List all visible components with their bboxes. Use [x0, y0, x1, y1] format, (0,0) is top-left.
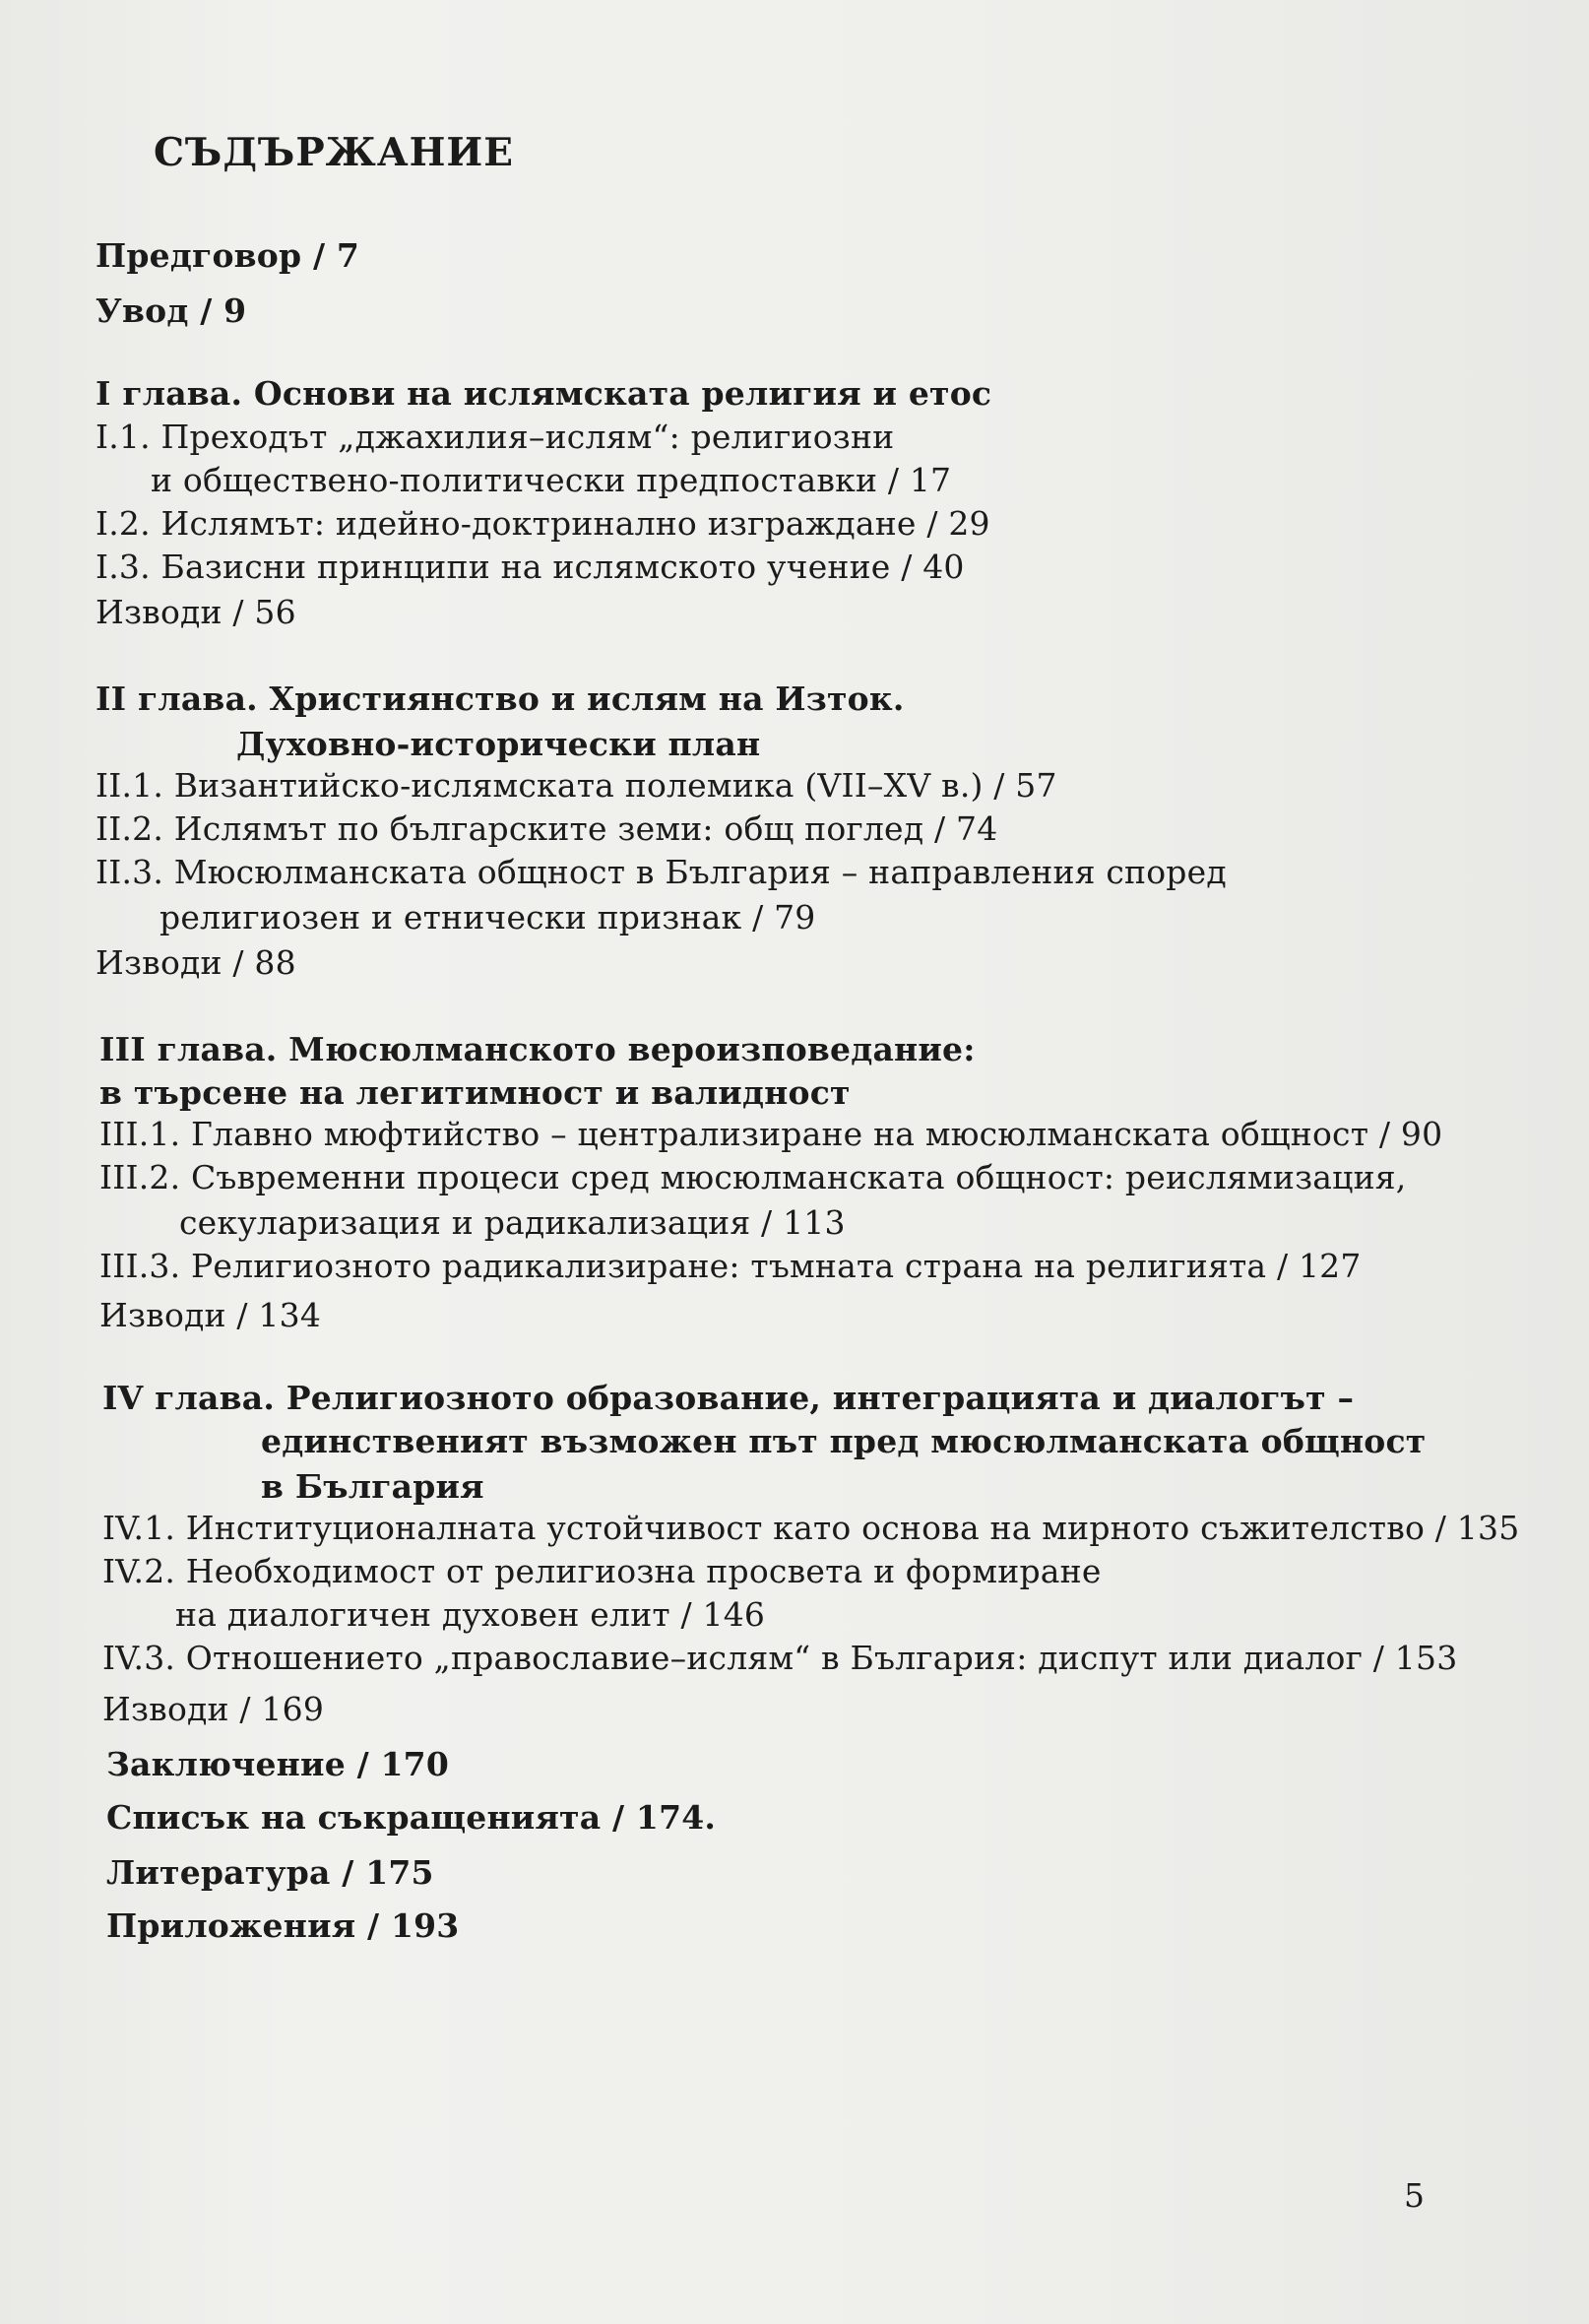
toc-entry-appendices: Приложения / 193 — [106, 1906, 460, 1945]
toc-section-1-1-cont: и обществено-политически предпоставки / 17 — [151, 461, 952, 499]
toc-section-3-2: III.2. Съвременни процеси сред мюсюлманската общност: реислямизация, — [99, 1158, 1407, 1196]
toc-section-4-3: IV.3. Отношението „православие–ислям“ в България: диспут или диалог / 153 — [102, 1639, 1458, 1677]
toc-section-3-3: III.3. Религиозното радикализиране: тъмната страна на религията / 127 — [99, 1247, 1362, 1285]
toc-chapter-1-conclusions: Изводи / 56 — [95, 593, 296, 631]
toc-section-2-3: II.3. Мюсюлманската общност в България – направления според — [95, 853, 1227, 891]
toc-chapter-2-title: II глава. Християнство и ислям на Изток. — [95, 679, 905, 718]
toc-entry-preface: Предговор / 7 — [95, 236, 360, 275]
toc-section-4-2: IV.2. Необходимост от религиозна просвета и формиране — [102, 1552, 1102, 1590]
toc-section-2-2: II.2. Ислямът по българските земи: общ поглед / 74 — [95, 809, 998, 848]
toc-section-4-1: IV.1. Институционалната устойчивост като основа на мирното съжителство / 135 — [102, 1509, 1520, 1547]
toc-section-2-3-cont: религиозен и етнически признак / 79 — [159, 898, 816, 936]
toc-chapter-2-title-cont: Духовно-исторически план — [236, 725, 761, 763]
toc-chapter-1-title: I глава. Основи на ислямската религия и етос — [95, 374, 992, 413]
toc-chapter-3-title-cont: в търсене на легитимност и валидност — [99, 1073, 851, 1112]
toc-section-4-2-cont: на диалогичен духовен елит / 146 — [175, 1595, 766, 1634]
toc-section-3-1: III.1. Главно мюфтийство – централизиране на мюсюлманската общност / 90 — [99, 1115, 1443, 1153]
toc-chapter-4-title-cont-2: в България — [261, 1467, 484, 1506]
page-title: СЪДЪРЖАНИЕ — [154, 130, 515, 175]
toc-section-1-1: I.1. Преходът „джахилия–ислям“: религиозни — [95, 418, 895, 456]
toc-section-3-2-cont: секуларизация и радикализация / 113 — [179, 1203, 846, 1242]
toc-chapter-2-conclusions: Изводи / 88 — [95, 943, 296, 982]
toc-chapter-4-conclusions: Изводи / 169 — [102, 1690, 325, 1728]
toc-entry-abbreviations: Списък на съкращенията / 174. — [106, 1798, 717, 1837]
toc-section-2-1: II.1. Византийско-ислямската полемика (VII–XV в.) / 57 — [95, 766, 1057, 805]
toc-chapter-3-title: III глава. Мюсюлманското вероизповедание: — [99, 1030, 976, 1068]
toc-section-1-2: I.2. Ислямът: идейно-доктринално изграждане / 29 — [95, 504, 990, 543]
toc-chapter-3-conclusions: Изводи / 134 — [99, 1296, 322, 1334]
toc-entry-conclusion: Заключение / 170 — [106, 1745, 450, 1783]
toc-section-1-3: I.3. Базисни принципи на ислямското учение / 40 — [95, 548, 965, 586]
toc-chapter-4-title: IV глава. Религиозното образование, интеграцията и диалогът – — [102, 1379, 1355, 1417]
toc-entry-literature: Литература / 175 — [106, 1853, 434, 1892]
toc-chapter-4-title-cont: единственият възможен път пред мюсюлманската общност — [261, 1422, 1427, 1460]
toc-entry-intro: Увод / 9 — [95, 291, 247, 330]
page-number: 5 — [1404, 2176, 1425, 2215]
